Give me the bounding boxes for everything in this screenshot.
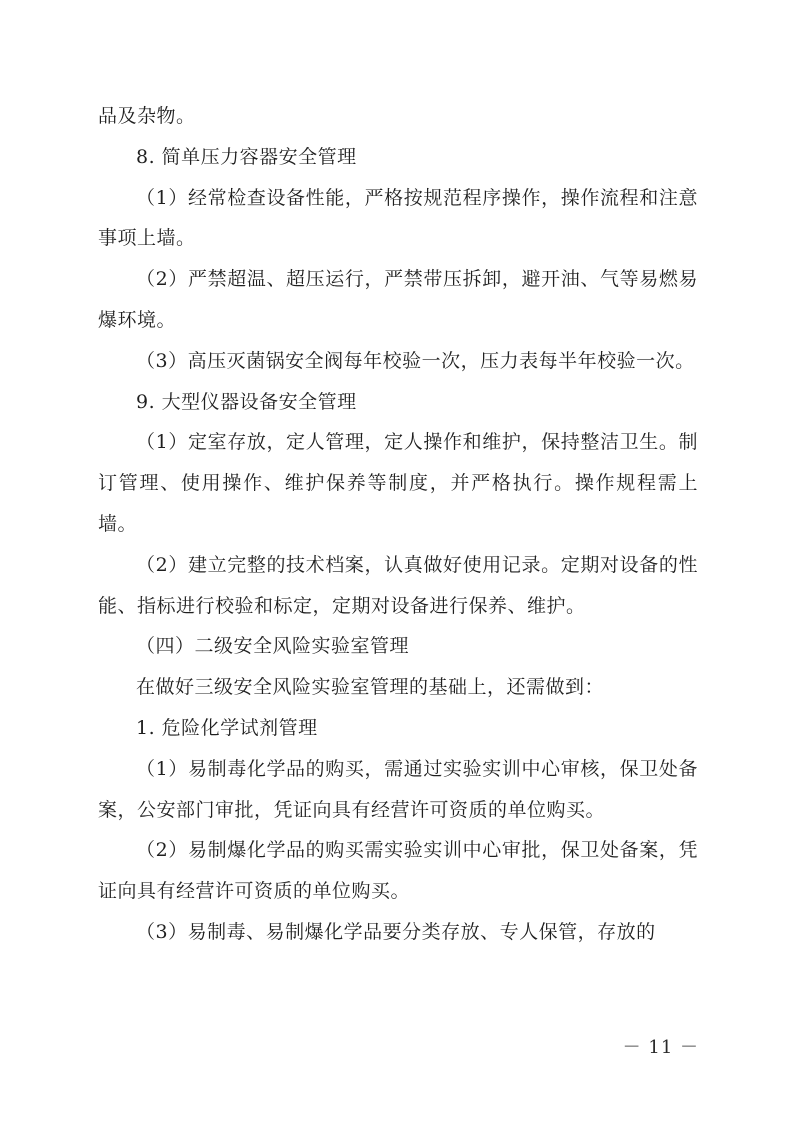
section-heading-hazardous-chemicals: 1. 危险化学试剂管理 <box>136 716 318 739</box>
paragraph-pressure-1: （1）经常检查设备性能，严格按规范程序操作，操作流程和注意事项上墙。 <box>98 186 698 250</box>
paragraph-continuation: 品及杂物。 <box>98 105 196 127</box>
section-heading-large-instruments: 9. 大型仪器设备安全管理 <box>136 390 357 413</box>
page-number: － 11 － <box>622 1037 699 1058</box>
paragraph-chemicals-3: （3）易制毒、易制爆化学品要分类存放、专人保管，存放的 <box>136 920 656 943</box>
paragraph-pressure-2: （2）严禁超温、超压运行，严禁带压拆卸，避开油、气等易燃易爆环境。 <box>98 268 698 331</box>
paragraph-chemicals-1: （1）易制毒化学品的购买，需通过实验实训中心审核，保卫处备案，公安部门审批，凭证向具有经营许可资质的单位购买。 <box>98 757 698 821</box>
paragraph-pressure-3: （3）高压灭菌锅安全阀每年校验一次，压力表每半年校验一次。 <box>136 349 695 372</box>
paragraph-level-two-intro: 在做好三级安全风险实验室管理的基础上，还需做到： <box>136 676 605 699</box>
paragraph-instruments-1: （1）定室存放，定人管理，定人操作和维护，保持整洁卫生。制订管理、使用操作、维护保养等制度，并严格执行。操作规程需上墙。 <box>98 431 698 535</box>
section-heading-pressure-vessels: 8. 简单压力容器安全管理 <box>136 145 357 168</box>
paragraph-chemicals-2: （2）易制爆化学品的购买需实验实训中心审批，保卫处备案，凭证向具有经营许可资质的单位购买。 <box>98 839 698 903</box>
body-text <box>98 96 698 953</box>
section-heading-level-two-labs: （四）二级安全风险实验室管理 <box>136 635 410 658</box>
paragraph-instruments-2: （2）建立完整的技术档案，认真做好使用记录。定期对设备的性能、指标进行校验和标定，定期对设备进行保养、维护。 <box>98 553 698 617</box>
